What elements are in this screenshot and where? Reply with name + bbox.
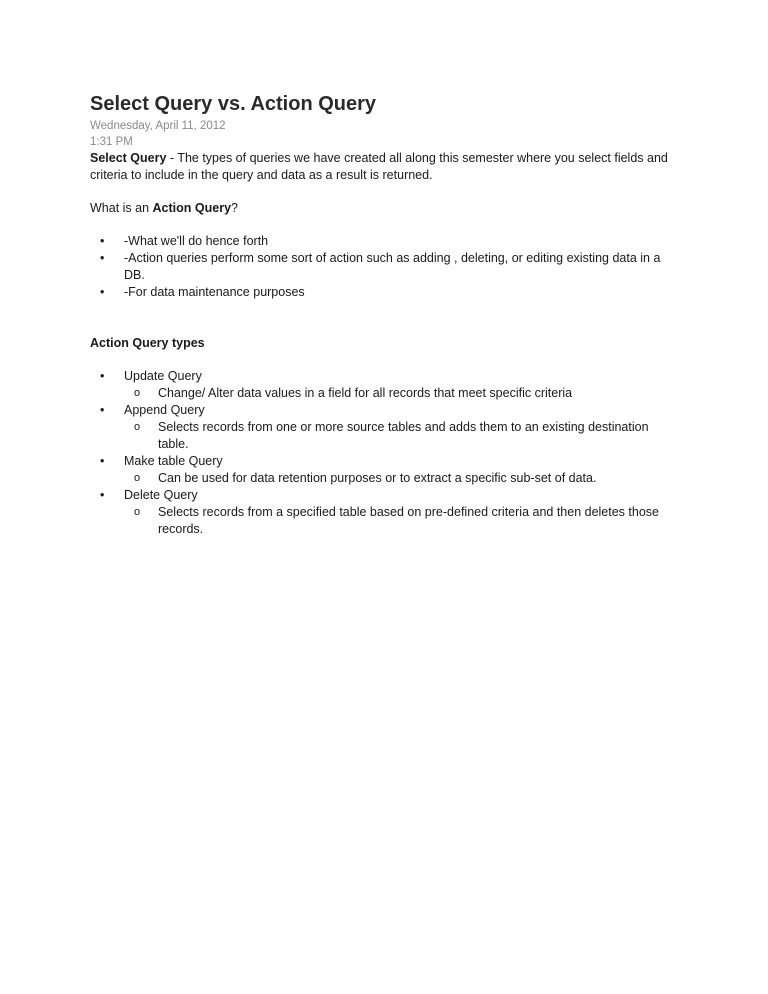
select-query-term: Select Query [90,151,167,165]
bullet-icon: • [100,369,105,383]
list-item-text: -For data maintenance purposes [124,285,305,299]
type-detail: Can be used for data retention purposes or to extract a specific sub-set of data. [158,471,597,485]
bullet-icon: • [100,403,105,417]
list-item [90,402,680,453]
circle-bullet-icon: o [134,506,141,518]
list-item [90,233,680,250]
bullet-icon: • [100,251,105,265]
note-date: Wednesday, April 11, 2012 [90,120,226,132]
types-heading: Action Query types [90,336,205,350]
type-detail: Selects records from a specified table based on pre-defined criteria and then deletes those records. [158,505,659,536]
sub-list-item [124,504,680,538]
type-name: Append Query [124,403,205,417]
circle-bullet-icon: o [134,472,141,484]
intro-paragraph [90,150,680,184]
action-points-list [90,233,680,301]
question-suffix: ? [231,201,238,215]
bullet-icon: • [100,234,105,248]
sub-list [124,504,680,538]
page-title: Select Query vs. Action Query [90,93,377,115]
circle-bullet-icon: o [134,421,141,433]
type-detail: Selects records from one or more source tables and adds them to an existing destination table. [158,420,649,451]
note-page [90,92,680,538]
list-item [90,487,680,538]
question-term: Action Query [152,201,232,215]
type-name: Make table Query [124,454,223,468]
list-item-text: -Action queries perform some sort of action such as adding , deleting, or editing existing data in a DB. [124,251,661,282]
sub-list-item [124,470,680,487]
sub-list [124,385,680,402]
type-detail: Change/ Alter data values in a field for all records that meet specific criteria [158,386,573,400]
list-item [90,284,680,301]
list-item [90,250,680,284]
circle-bullet-icon: o [134,387,141,399]
question-prefix: What is an [90,201,153,215]
list-item-text: -What we'll do hence forth [124,234,269,248]
bullet-icon: • [100,488,105,502]
bullet-icon: • [100,285,105,299]
type-name: Update Query [124,369,202,383]
action-query-question [90,200,680,217]
sub-list-item [124,385,680,402]
bullet-icon: • [100,454,105,468]
sub-list [124,470,680,487]
type-name: Delete Query [124,488,198,502]
note-time: 1:31 PM [90,136,133,148]
select-query-definition: - The types of queries we have created all along this semester where you select fields and criteria to include in the query and data as a result is returned. [90,151,668,182]
sub-list [124,419,680,453]
sub-list-item [124,419,680,453]
list-item [90,368,680,402]
types-list [90,368,680,538]
list-item [90,453,680,487]
